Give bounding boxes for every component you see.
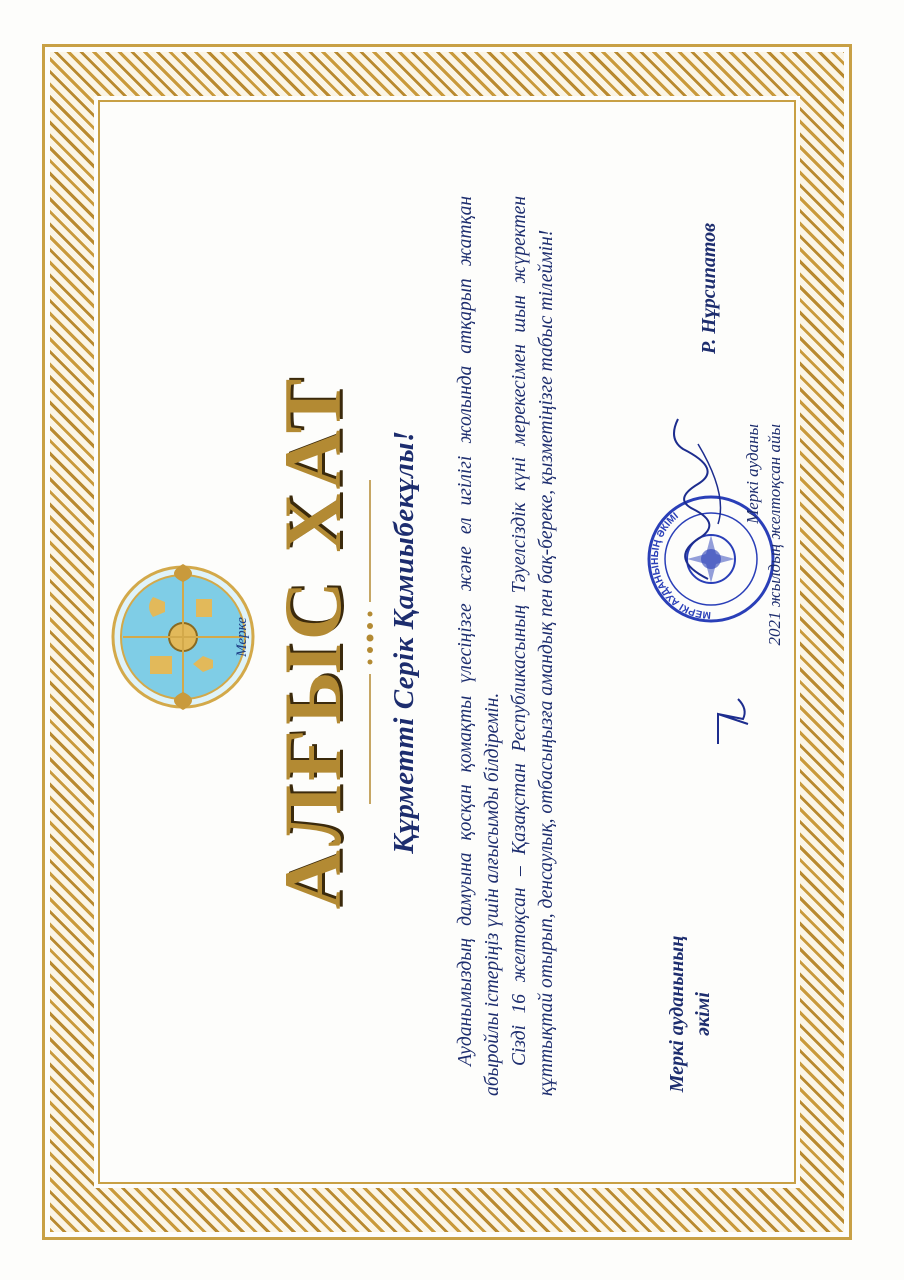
issue-place: Меркі ауданы: [743, 424, 762, 524]
recipient-greeting: Құрметті Серік Қамиыбекұлы!: [388, 430, 420, 854]
body-paragraph-2: Сізді 16 желтоқсан – Қазақстан Республикасының Тәуелсіздік күні мерекесімен шын жүректен құттықтай отырып, денсаулық, отбасыңызға амандық пен бақ-береке, қызметіңізге табыс тілеймін!: [509, 196, 557, 1096]
signatory-position-line-2: әкімі: [692, 992, 714, 1036]
certificate-body: [452, 196, 560, 1096]
certificate-content: [98, 100, 796, 1184]
emblem-label: Мерке: [234, 617, 250, 657]
stamp-text: МЕРКІ АУДАНЫНЫҢ ӘКІМІ: [649, 510, 712, 621]
signatory-position-line-1: Меркі ауданының: [666, 935, 688, 1093]
certificate-title: АЛҒЫС ХАТ: [267, 374, 358, 910]
signatory-position: [664, 904, 716, 1124]
handwritten-signature: [658, 404, 738, 584]
body-paragraph-1: Ауданымыздың дамуына қосқан қомақты үлесіңізге және ел игілігі жолында атқарып жатқан абыройлы істеріңіз үшін алғысымды білдіремін.: [455, 196, 503, 1096]
place-and-date: [742, 424, 786, 784]
district-emblem: [108, 562, 258, 712]
issue-date: 2021 жылдың желтоқсан айы: [765, 424, 784, 646]
title-divider: [363, 480, 377, 804]
signatory-name: Р. Нұрсипатов: [698, 222, 720, 354]
